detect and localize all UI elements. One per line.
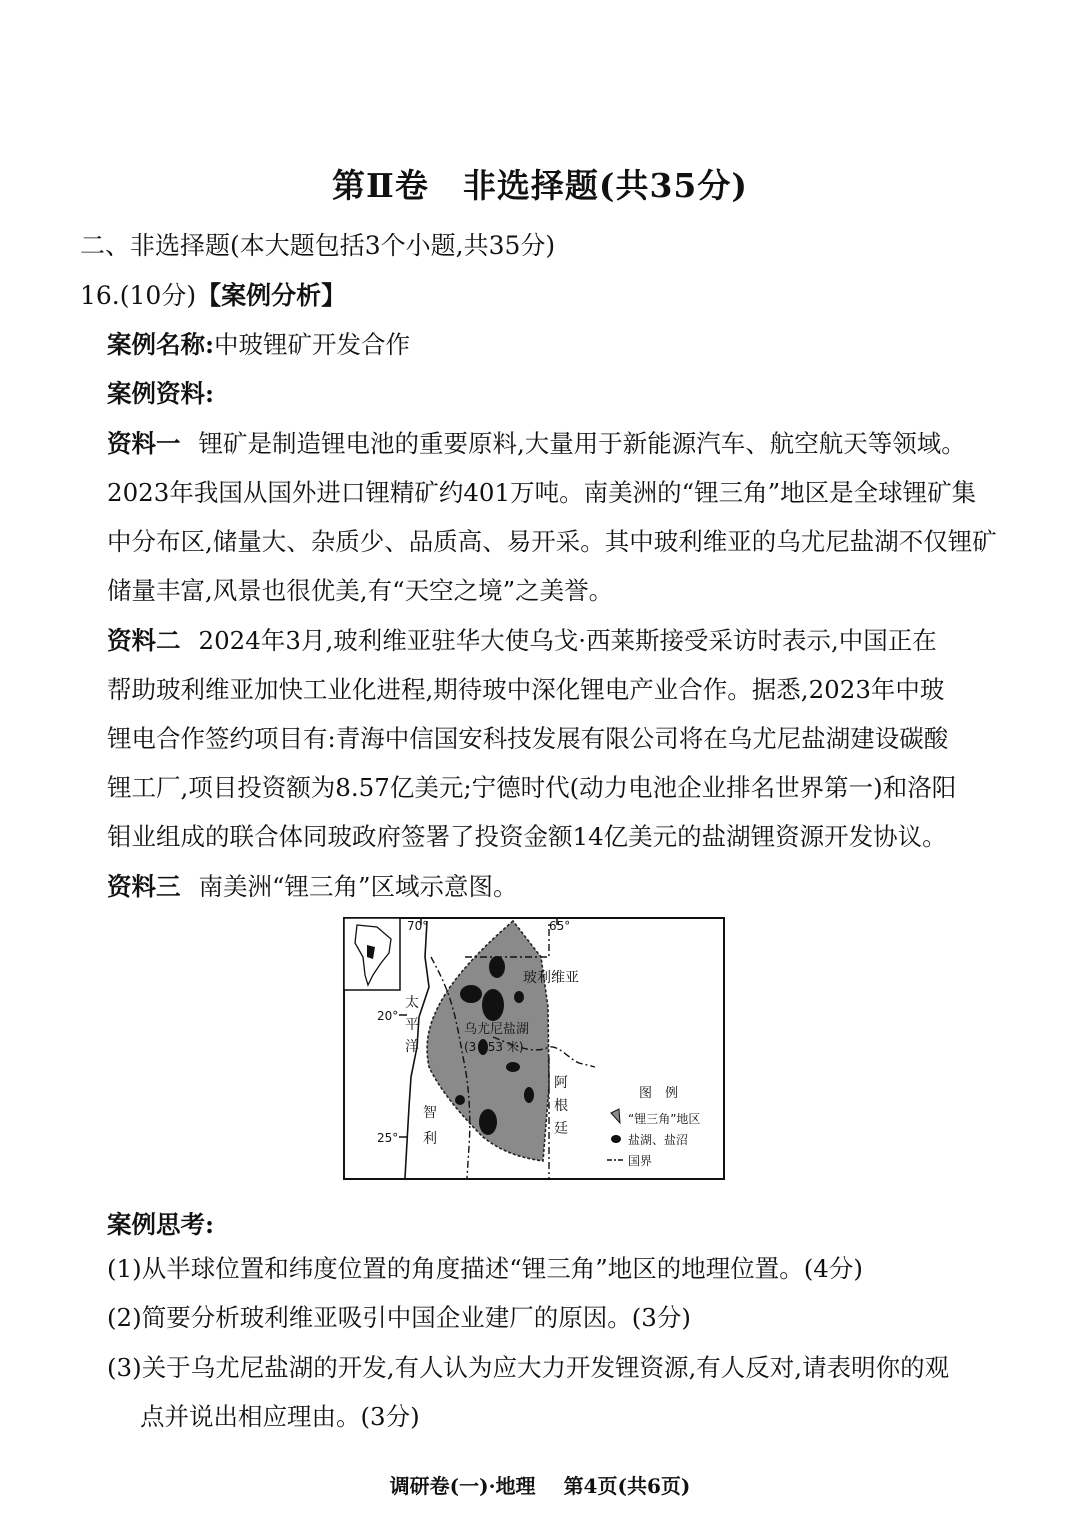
footer-page-number: 第4页(共6页)	[563, 1474, 691, 1498]
ocean-label-1: 太	[405, 995, 419, 1011]
page-footer	[0, 1470, 1080, 1499]
legend-salt-icon	[611, 1135, 621, 1143]
question-3-line-2: 点并说出相应理由。(3分)	[140, 1402, 420, 1431]
question-score: (10分)	[119, 281, 197, 310]
material1-line-4: 储量丰富,风景也很优美,有“天空之境”之美誉。	[107, 576, 614, 605]
question-3-line-1: (3)关于乌尤尼盐湖的开发,有人认为应大力开发锂资源,有人反对,请表明你的观	[107, 1353, 950, 1382]
lon-70-label: 70°	[407, 919, 429, 933]
material3-label: 资料三	[107, 872, 181, 901]
argentina-label-3: 廷	[554, 1121, 568, 1137]
case-material-label: 案例资料:	[107, 379, 215, 408]
ocean-label-2: 平	[405, 1017, 419, 1033]
footer-exam-name: 调研卷(一)·地理	[389, 1474, 536, 1498]
case-name-label: 案例名称:	[107, 330, 215, 359]
material1-label: 资料一	[107, 429, 181, 458]
material1-line-3: 中分布区,储量大、杂质少、品质高、易开采。其中玻利维亚的乌尤尼盐湖不仅锂矿	[107, 527, 997, 556]
bolivia-label: 玻利维亚	[523, 970, 579, 986]
salar-name-label: 乌尤尼盐湖	[464, 1022, 530, 1037]
material3-line: 资料三 南美洲“锂三角”区域示意图。	[107, 872, 518, 901]
question-1: (1)从半球位置和纬度位置的角度描述“锂三角”地区的地理位置。(4分)	[107, 1254, 863, 1283]
material2-line-2: 帮助玻利维亚加快工业化进程,期待玻中深化锂电产业合作。据悉,2023年中玻	[107, 675, 945, 704]
argentina-label-1: 阿	[554, 1075, 568, 1091]
page-title: 第Ⅱ卷 非选择题(共35分)	[332, 166, 748, 205]
legend-border-label: 国界	[628, 1154, 653, 1168]
salar-elevation-label: (3 653 米)	[464, 1040, 524, 1054]
question-number: 16.	[80, 281, 120, 310]
material2-line-5: 钼业组成的联合体同玻政府签署了投资金额14亿美元的盐湖锂资源开发协议。	[107, 822, 947, 851]
case-name: 中玻锂矿开发合作	[214, 330, 411, 359]
legend-salt-label: 盐湖、盐沼	[628, 1133, 689, 1147]
question-heading	[80, 276, 346, 312]
material1-line-2: 2023年我国从国外进口锂精矿约401万吨。南美洲的“锂三角”地区是全球锂矿集	[107, 478, 977, 507]
lon-65-label: 65°	[549, 919, 571, 933]
ocean-label-3: 洋	[405, 1039, 419, 1055]
question-2: (2)简要分析玻利维亚吸引中国企业建厂的原因。(3分)	[107, 1303, 691, 1332]
chile-label-1: 智	[423, 1105, 437, 1121]
case-think-label: 案例思考:	[107, 1210, 215, 1239]
lithium-triangle-map	[343, 917, 725, 1180]
material2-line-1: 资料二 2024年3月,玻利维亚驻华大使乌戈·西莱斯接受采访时表示,中国正在	[107, 626, 937, 655]
material2-line-4: 锂工厂,项目投资额为8.57亿美元;宁德时代(动力电池企业排名世界第一)和洛阳	[107, 773, 957, 802]
case-name-line	[107, 326, 410, 361]
section-heading: 二、非选择题(本大题包括3个小题,共35分)	[80, 231, 556, 260]
material1-line-1: 资料一 锂矿是制造锂电池的重要原料,大量用于新能源汽车、航空航天等领域。	[107, 429, 966, 458]
chile-label-2: 利	[423, 1131, 437, 1147]
inset-locator-map	[344, 918, 400, 990]
material2-label: 资料二	[107, 626, 181, 655]
argentina-label-2: 根	[554, 1098, 568, 1114]
material2-line-3: 锂电合作签约项目有:青海中信国安科技发展有限公司将在乌尤尼盐湖建设碳酸	[107, 724, 949, 753]
lat-25-label: 25°	[377, 1131, 399, 1145]
legend-title: 图 例	[639, 1086, 679, 1101]
lat-20-label: 20°	[377, 1009, 399, 1023]
question-type: 【案例分析】	[196, 281, 347, 310]
legend-triangle-label: “锂三角”地区	[628, 1112, 701, 1126]
